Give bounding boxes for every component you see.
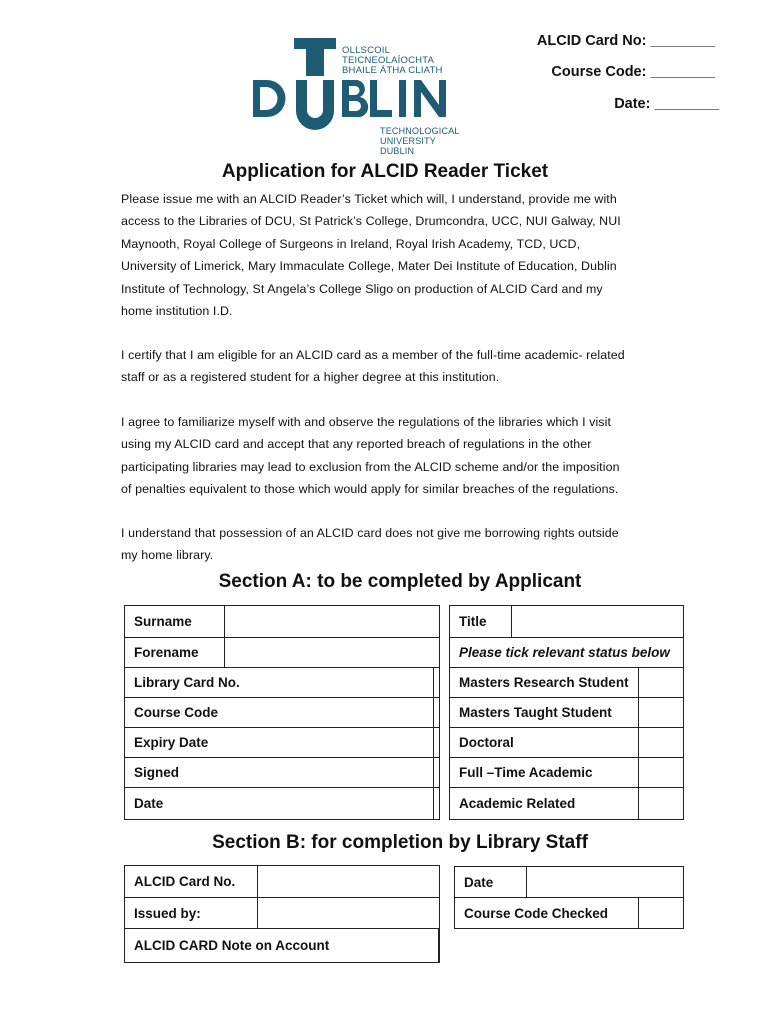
logo-irish-text <box>342 46 470 76</box>
status-full-time-academic-label: Full –Time Academic <box>450 758 639 788</box>
section-a-applicant-table <box>124 605 440 820</box>
surname-input[interactable] <box>225 606 440 638</box>
logo-irish-line-1: OLLSCOIL TEICNEOLAÍOCHTA <box>342 45 435 66</box>
status-academic-related-checkbox[interactable] <box>639 788 684 820</box>
logo-english-line-1: TECHNOLOGICAL <box>380 126 460 136</box>
paragraph-line: University of Limerick, Mary Immaculate College, Mater Dei Institute of Education, Dublin <box>121 259 617 274</box>
section-b-check-table <box>454 866 684 929</box>
logo-english-text <box>380 126 470 156</box>
course-code-checked-label: Course Code Checked <box>455 898 639 929</box>
paragraph-line: staff or as a registered student for a higher degree at this institution. <box>121 370 500 385</box>
staff-date-label: Date <box>455 867 527 898</box>
paragraph-line: using my ALCID card and accept that any reported breach of regulations in the other <box>121 437 592 452</box>
tick-status-note: Please tick relevant status below <box>450 638 684 668</box>
signed-label: Signed <box>125 758 434 788</box>
title-label: Title <box>450 606 512 638</box>
course-code-input[interactable] <box>433 698 439 728</box>
section-a-title: Section A: to be completed by Applicant <box>218 571 582 592</box>
status-doctoral-checkbox[interactable] <box>639 728 684 758</box>
section-b-staff-table <box>124 865 440 963</box>
logo-english-line-2: UNIVERSITY DUBLIN <box>380 136 436 156</box>
paragraph-line: Please issue me with an ALCID Reader’s Ticket which will, I understand, provide me with <box>121 192 617 206</box>
date-input[interactable] <box>433 788 439 820</box>
paragraph-line: Maynooth, Royal College of Surgeons in Ireland, Royal Irish Academy, TCD, UCD, <box>121 236 581 251</box>
signed-input[interactable] <box>433 758 439 788</box>
expiry-date-input[interactable] <box>433 728 439 758</box>
paragraph-line: home institution I.D. <box>121 304 233 319</box>
status-masters-taught-checkbox[interactable] <box>639 698 684 728</box>
issued-by-input[interactable] <box>258 898 440 929</box>
forename-label: Forename <box>125 638 225 668</box>
university-logo <box>250 36 470 156</box>
paragraph-line: I certify that I am eligible for an ALCID card as a member of the full-time academic- related <box>121 348 625 362</box>
paragraph-2 <box>121 344 681 389</box>
paragraph-line: access to the Libraries of DCU, St Patrick’s College, Drumcondra, UCC, NUI Galway, NUI <box>121 214 621 229</box>
paragraph-4 <box>121 522 681 567</box>
paragraph-line: I agree to familiarize myself with and observe the regulations of the libraries which I visit <box>121 415 611 429</box>
alcid-card-no-header[interactable]: ALCID Card No: ________ <box>536 33 715 49</box>
date-header[interactable]: Date: ________ <box>614 96 719 112</box>
paragraph-line: Institute of Technology, St Angela’s College Sligo on production of ALCID Card and my <box>121 281 603 296</box>
date-label: Date <box>125 788 434 820</box>
title-input[interactable] <box>512 606 684 638</box>
library-card-no-label: Library Card No. <box>125 668 434 698</box>
alcid-card-note-input[interactable] <box>438 929 439 963</box>
paragraph-line: participating libraries may lead to exclusion from the ALCID scheme and/or the imposition <box>121 459 620 474</box>
status-masters-research-label: Masters Research Student <box>450 668 639 698</box>
surname-label: Surname <box>125 606 225 638</box>
paragraph-line: my home library. <box>121 548 214 563</box>
course-code-checked-checkbox[interactable] <box>639 898 684 929</box>
logo-irish-line-2: BHAILE ÁTHA CLIATH <box>342 65 443 76</box>
paragraph-line: I understand that possession of an ALCID card does not give me borrowing rights outside <box>121 526 619 540</box>
section-a-status-table <box>449 605 684 820</box>
paragraph-line: of penalties equivalent to those which would apply for similar breaches of the regulations. <box>121 482 619 497</box>
alcid-card-note-label: ALCID CARD Note on Account <box>125 929 439 963</box>
section-b-title: Section B: for completion by Library Staff <box>212 832 588 853</box>
course-code-label: Course Code <box>125 698 434 728</box>
library-card-no-input[interactable] <box>433 668 439 698</box>
paragraph-1 <box>121 188 681 322</box>
status-masters-taught-label: Masters Taught Student <box>450 698 639 728</box>
staff-date-input[interactable] <box>527 867 684 898</box>
alcid-card-no-input[interactable] <box>258 866 440 898</box>
course-code-header[interactable]: Course Code: ________ <box>551 64 715 80</box>
issued-by-label: Issued by: <box>125 898 258 929</box>
status-full-time-academic-checkbox[interactable] <box>639 758 684 788</box>
status-doctoral-label: Doctoral <box>450 728 639 758</box>
forename-input[interactable] <box>225 638 440 668</box>
status-academic-related-label: Academic Related <box>450 788 639 820</box>
alcid-card-no-label: ALCID Card No. <box>125 866 258 898</box>
paragraph-3 <box>121 411 681 501</box>
page-title: Application for ALCID Reader Ticket <box>221 161 549 182</box>
status-masters-research-checkbox[interactable] <box>639 668 684 698</box>
expiry-date-label: Expiry Date <box>125 728 434 758</box>
